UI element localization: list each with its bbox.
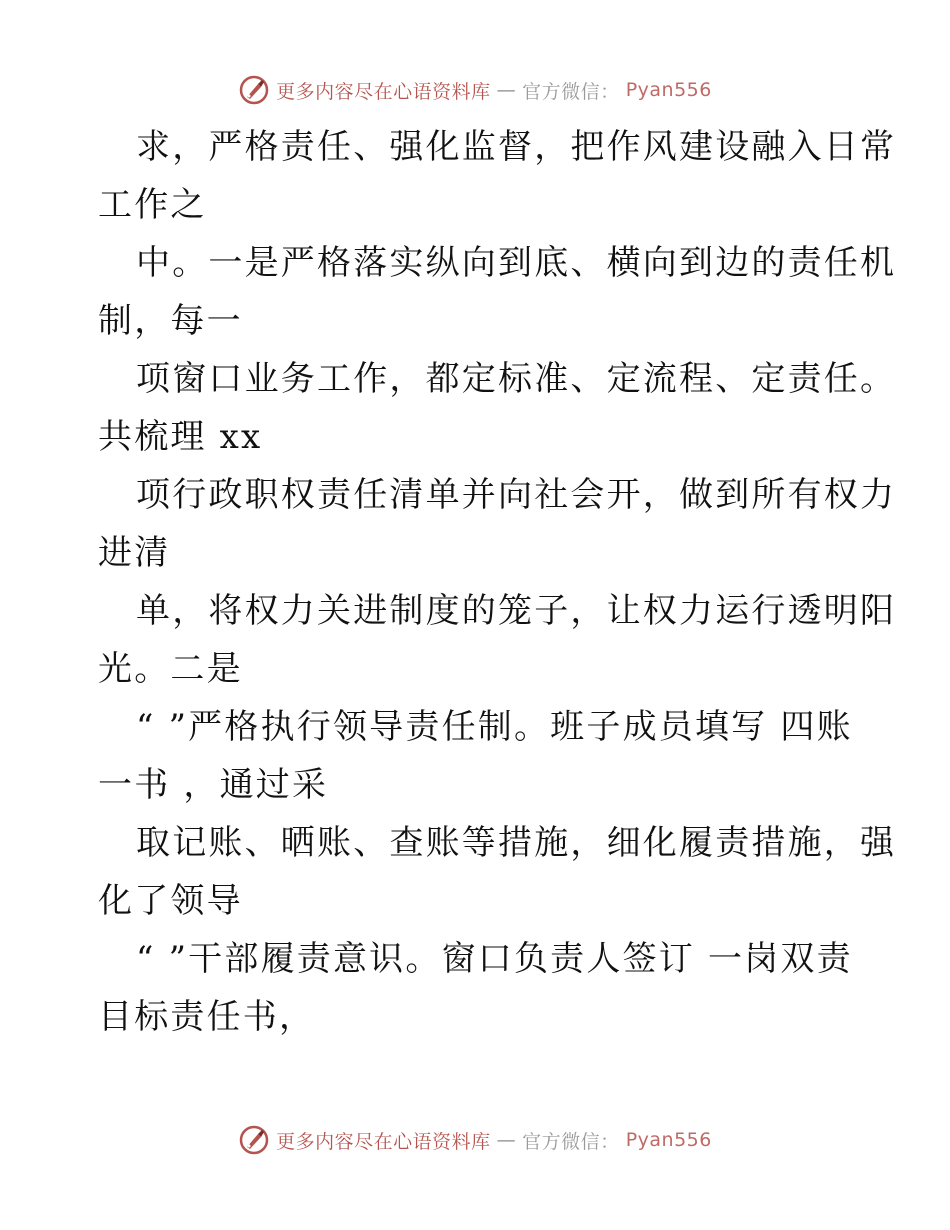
text-line: 中。一是严格落实纵向到底、横向到边的责任机	[136, 243, 897, 283]
text-line: 进清	[98, 533, 171, 573]
text-line: 求，严格责任、强化监督，把作风建设融入日常	[136, 127, 897, 167]
watermark-site-text: 更多内容尽在心语资料库	[276, 1130, 491, 1153]
header-watermark	[0, 70, 950, 110]
document-body	[98, 118, 897, 1046]
watermark-wechat-label: 官方微信：	[522, 1130, 620, 1153]
text-line: 单，将权力关进制度的笼子，让权力运行透明阳	[136, 591, 897, 631]
text-line: 工作之	[98, 185, 207, 225]
text-line: “ ”严格执行领导责任制。班子成员填写 四账	[136, 707, 853, 747]
watermark-dash: —	[496, 1129, 517, 1151]
watermark-wechat-id: Pyan556	[625, 1129, 712, 1151]
text-line: 化了领导	[98, 881, 243, 921]
text-line: 取记账、晒账、查账等措施，细化履责措施，强	[136, 823, 897, 863]
footer-watermark	[0, 1120, 950, 1160]
text-line: 制，每一	[98, 301, 243, 341]
text-line: 共梳理 xx	[98, 417, 263, 457]
watermark-wechat-label: 官方微信：	[522, 80, 620, 103]
watermark-dash: —	[496, 79, 517, 101]
text-line: 项窗口业务工作，都定标准、定流程、定责任。	[136, 359, 897, 399]
text-line: 目标责任书，	[98, 997, 316, 1037]
text-line: 项行政职权责任清单并向社会开，做到所有权力	[136, 475, 897, 515]
watermark-site-text: 更多内容尽在心语资料库	[276, 80, 491, 103]
text-line: “ ”干部履责意识。窗口负责人签订 一岗双责	[136, 939, 853, 979]
watermark-wechat-id: Pyan556	[625, 79, 712, 101]
text-line: 光。二是	[98, 649, 243, 689]
fountain-pen-logo-icon	[238, 1124, 270, 1156]
text-line: 一书 ，通过采	[98, 765, 329, 805]
fountain-pen-logo-icon	[238, 74, 270, 106]
